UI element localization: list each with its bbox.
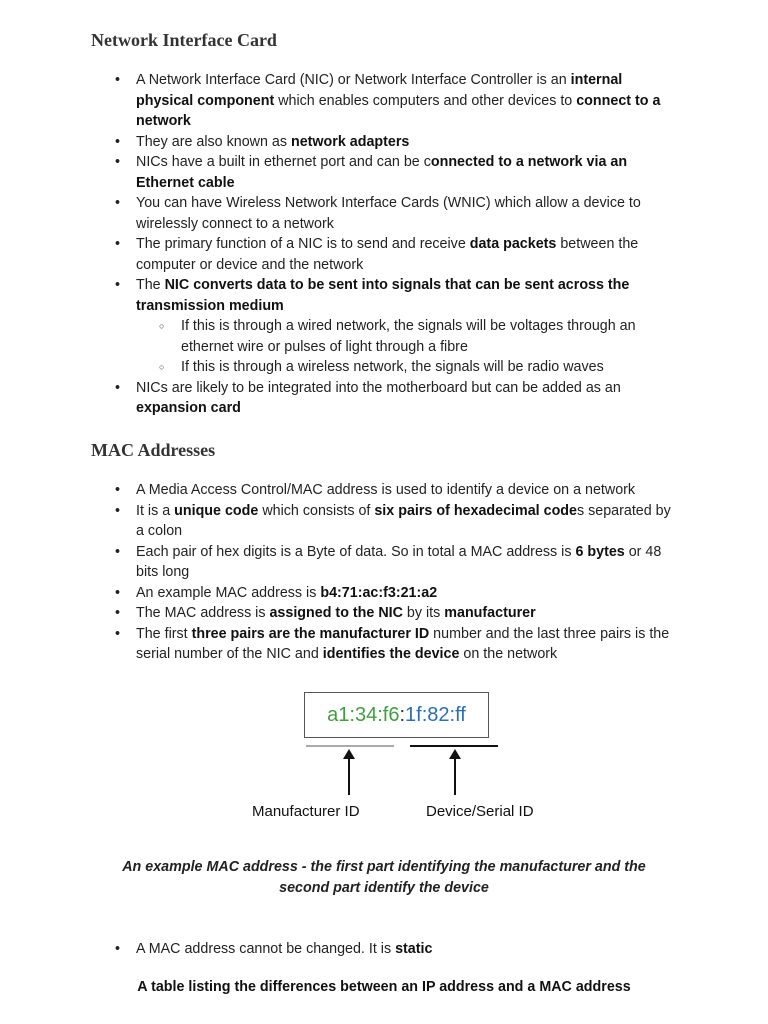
list-item: • Each pair of hex digits is a Byte of data. So in total a MAC address is 6 bytes or 48 bits long <box>136 542 676 583</box>
list-item: • NICs are likely to be integrated into the motherboard but can be added as an expansion card <box>136 378 676 419</box>
list-item: • You can have Wireless Network Interface Cards (WNIC) which allow a device to wirelessly connect to a network <box>136 193 676 234</box>
mac-address-box <box>304 692 489 738</box>
list-item: • They are also known as network adapters <box>136 132 676 153</box>
device-serial-id-label: Device/Serial ID <box>426 803 534 820</box>
sub-list-item: ○ If this is through a wired network, the signals will be voltages through an ethernet wire or pulses of light through a fibre <box>181 316 676 357</box>
list-item: • An example MAC address is b4:71:ac:f3:21:a2 <box>136 583 676 604</box>
mac-address-diagram <box>145 683 605 831</box>
nic-bullet-list <box>136 70 676 419</box>
list-item: • NICs have a built in ethernet port and can be connected to a network via an Ethernet cable <box>136 152 676 193</box>
manufacturer-part: a1:34:f6 <box>327 704 400 726</box>
list-item: • A Media Access Control/MAC address is used to identify a device on a network <box>136 480 676 501</box>
heading-mac-addresses: MAC Addresses <box>91 440 216 460</box>
list-item: • The first three pairs are the manufacturer ID number and the last three pairs is the serial number of the NIC and identifies the device on the network <box>136 624 676 665</box>
mac-bullet-list <box>136 480 676 665</box>
list-item: • A MAC address cannot be changed. It is static <box>136 939 676 960</box>
list-item: • The MAC address is assigned to the NIC by its manufacturer <box>136 603 676 624</box>
static-bullet-list <box>136 939 676 960</box>
diagram-caption: An example MAC address - the first part identifying the manufacturer and the second part identify the device <box>122 859 646 896</box>
sub-bullet-list <box>136 316 676 378</box>
device-part: 1f:82:ff <box>405 704 466 726</box>
arrow-up-icon <box>454 757 456 795</box>
manufacturer-underline <box>306 745 394 747</box>
device-underline <box>410 745 498 747</box>
sub-list-item: ○ If this is through a wireless network, the signals will be radio waves <box>181 357 676 378</box>
list-item: • It is a unique code which consists of six pairs of hexadecimal codes separated by a colon <box>136 501 676 542</box>
list-item: • The primary function of a NIC is to send and receive data packets between the computer or device and the network <box>136 234 676 275</box>
list-item: • The NIC converts data to be sent into signals that can be sent across the transmission medium ○ If this is through a wired network, the signals will be voltages through an ethernet wire or pulses of light through a fibre ○ If this is through a wireless network, the signals will be radio waves <box>136 275 676 378</box>
list-item: • A Network Interface Card (NIC) or Network Interface Controller is an internal physical component which enables computers and other devices to connect to a network <box>136 70 676 132</box>
manufacturer-id-label: Manufacturer ID <box>252 803 360 820</box>
mac-separator: : <box>399 704 406 726</box>
heading-network-interface-card: Network Interface Card <box>91 30 277 50</box>
table-title: A table listing the differences between an IP address and a MAC address <box>137 979 631 995</box>
arrow-up-icon <box>348 757 350 795</box>
